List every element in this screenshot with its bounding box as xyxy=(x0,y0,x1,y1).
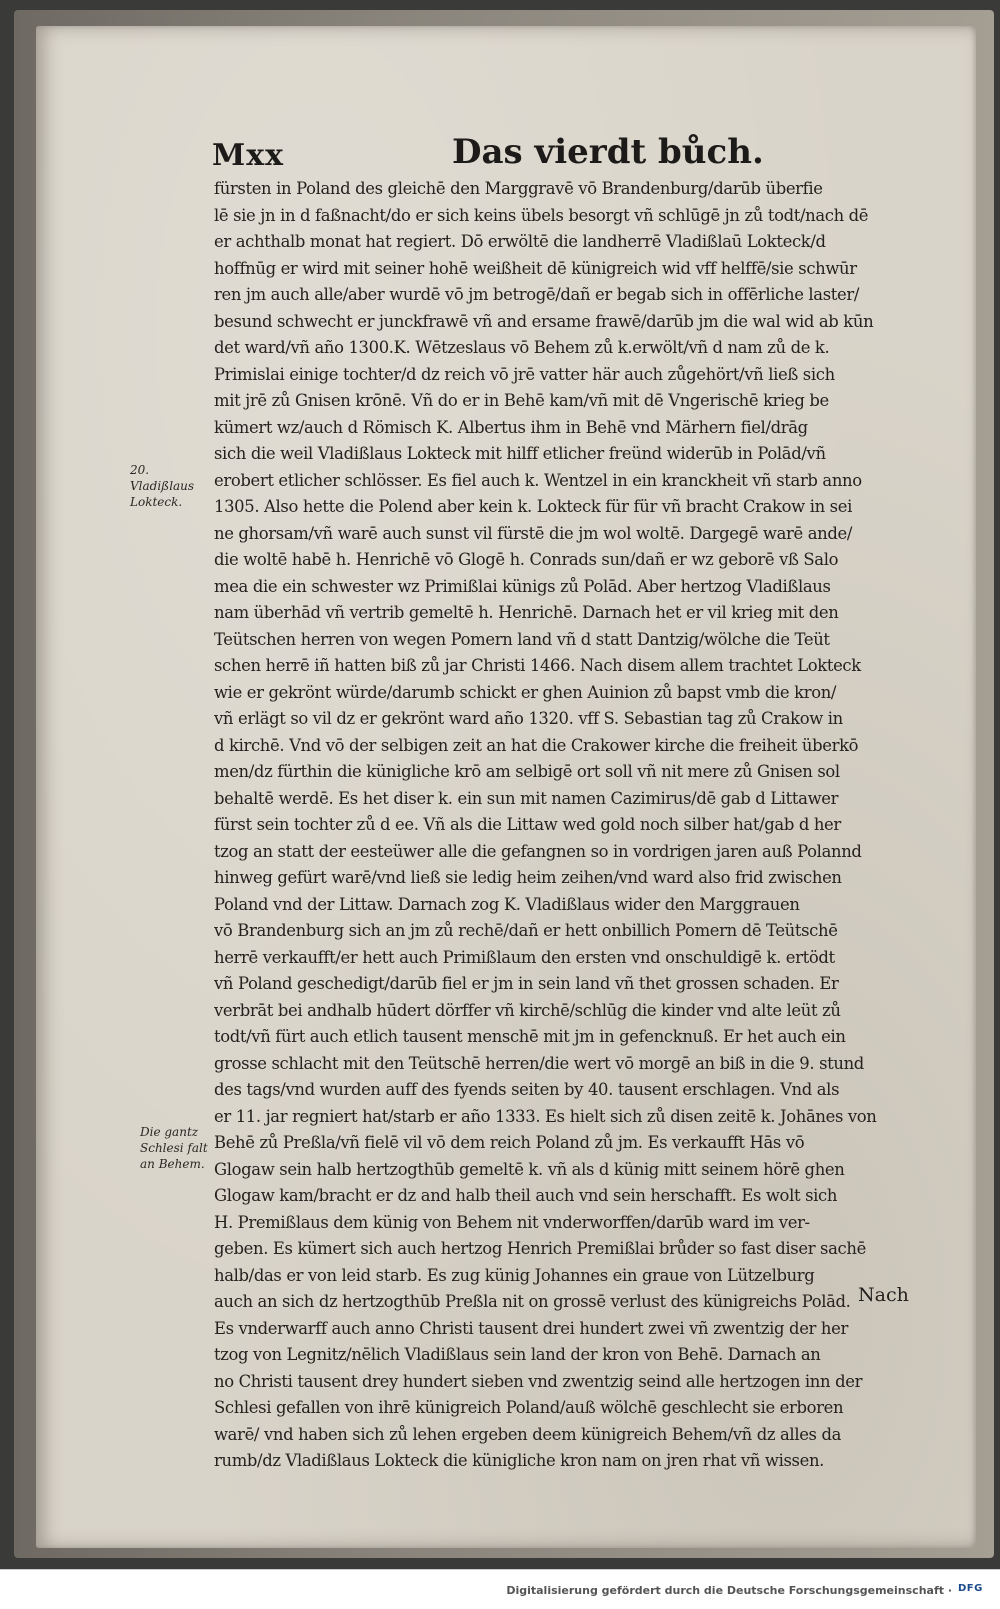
text-line: lē sie jn in d faßnacht/do er sich keins übels besorgt vñ schlūgē jn zů todt/nach dē xyxy=(214,205,869,225)
text-line: mit jrē zů Gnisen krōnē. Vñ do er in Behē kam/vñ mit dē Vngerischē krieg be xyxy=(214,391,829,410)
text-line: Behē zů Preßla/vñ fielē vil vō dem reich Poland zů jm. Es verkaufft Hās vō xyxy=(214,1133,805,1152)
text-line: Glogaw sein halb hertzogthūb gemeltē k. vñ als d künig mitt seinem hörē ghen xyxy=(214,1159,845,1179)
text-line: vñ erlägt so vil dz er gekrönt ward año 1320. vff S. Sebastian tag zů Crakow in xyxy=(214,709,843,728)
text-line: hinweg gefürt warē/vnd ließ sie ledig heim zeihen/vnd ward also frid zwischen xyxy=(214,868,842,887)
text-line: ne ghorsam/vñ warē auch sunst vil fürstē die jm wol woltē. Dargegē warē ande/ xyxy=(214,523,853,543)
text-line: hoffnūg er wird mit seiner hohē weißheit dē künigreich wid vff helffē/sie schwūr xyxy=(214,258,857,278)
text-line: 1305. Also hette die Polend aber kein k. Lokteck für für vñ bracht Crakow in sei xyxy=(214,497,852,516)
footer-bar xyxy=(0,1569,1000,1609)
text-line: det ward/vñ año 1300.K. Wētzeslaus vō Behem zů k.erwölt/vñ d nam zů de k. xyxy=(214,338,830,357)
margin-note-1-line: Vladißlaus xyxy=(130,479,195,493)
text-line: behaltē werdē. Es het diser k. ein sun mit namen Cazimirus/dē gab d Littawer xyxy=(214,788,839,808)
text-line: grosse schlacht mit den Teütschē herren/die wert vō morgē an biß in die 9. stund xyxy=(214,1053,864,1073)
text-line: Es vnderwarff auch anno Christi tausent drei hundert zwei vñ zwentzig der her xyxy=(214,1318,848,1338)
text-line: des tags/vnd wurden auff des fyends seiten by 40. tausent erschlagen. Vnd als xyxy=(214,1080,840,1099)
text-line: er achthalb monat hat regiert. Dō erwöltē die landherrē Vladißlaū Lokteck/d xyxy=(214,232,826,251)
text-line: ren jm auch alle/aber wurdē vō jm betrogē/dañ er begab sich in offērliche laster/ xyxy=(214,285,860,304)
text-line: Teütschen herren von wegen Pomern land vñ d statt Dantzig/wölche die Teüt xyxy=(214,629,830,649)
page-header xyxy=(212,132,902,182)
text-line: geben. Es kümert sich auch hertzog Henrich Premißlai brůder so fast diser sachē xyxy=(214,1239,866,1258)
text-line: er 11. jar regniert hat/starb er año 1333. Es hielt sich zů disen zeitē k. Johānes von xyxy=(214,1106,877,1126)
text-line: fürsten in Poland des gleichē den Marggravē vō Brandenburg/darūb überfie xyxy=(214,179,823,198)
margin-note-2 xyxy=(140,1124,210,1172)
text-line: todt/vñ fürt auch etlich tausent menschē mit jm in gefencknuß. Er het auch ein xyxy=(214,1027,846,1046)
text-line: mea die ein schwester wz Primißlai künigs zů Polād. Aber hertzog Vladißlaus xyxy=(214,576,831,596)
text-line: herrē verkaufft/er hett auch Primißlaum den ersten vnd onschuldigē k. ertödt xyxy=(214,947,835,967)
text-line: besund schwecht er junckfrawē vñ and ersame frawē/darūb jm die wal wid ab kūn xyxy=(214,311,874,331)
text-line: tzog an statt der eesteüwer alle die gefangnen so in vordrigen jaren auß Polannd xyxy=(214,841,862,861)
body-text xyxy=(214,176,910,1475)
text-line: nam überhād vñ vertrib gemeltē h. Henrichē. Darnach het er vil krieg mit den xyxy=(214,603,839,622)
dfg-logo: DFG xyxy=(958,1583,983,1594)
text-line: H. Premißlaus dem künig von Behem nit vnderworffen/darūb ward im ver- xyxy=(214,1212,810,1232)
folio-number: Mxx xyxy=(212,138,284,173)
text-line: Primislai einige tochter/d dz reich vō jrē vatter här auch zůgehört/vñ ließ sich xyxy=(214,364,835,384)
funding-credit: Digitalisierung gefördert durch die Deutsche Forschungsgemeinschaft · xyxy=(506,1584,952,1597)
text-line: Poland vnd der Littaw. Darnach zog K. Vladißlaus wider den Marggrauen xyxy=(214,894,800,914)
margin-note-2-line: Die gantz xyxy=(140,1125,199,1139)
text-line: men/dz fürthin die künigliche krō am selbigē ort soll vñ nit mere zů Gnisen sol xyxy=(214,762,840,781)
margin-note-1-line: 20. xyxy=(130,463,150,477)
text-line: tzog von Legnitz/nēlich Vladißlaus sein land der kron von Behē. Darnach an xyxy=(214,1345,821,1364)
text-line: schen herrē iñ hatten biß zů jar Christi 1466. Nach disem allem trachtet Lokteck xyxy=(214,656,861,675)
text-line: warē/ vnd haben sich zů lehen ergeben deem künigreich Behem/vñ dz alles da xyxy=(214,1424,842,1444)
text-line: fürst sein tochter zů d ee. Vñ als die Littaw wed gold noch silber hat/gab d her xyxy=(214,815,841,834)
text-line: vñ Poland geschedigt/darūb fiel er jm in sein land vñ thet grossen schaden. Er xyxy=(214,974,839,993)
text-line: auch an sich dz hertzogthūb Preßla nit on grossē verlust des künigreichs Polād. xyxy=(214,1292,851,1311)
text-line: die woltē habē h. Henrichē vō Glogē h. Conrads sun/dañ er wz geborē vß Salo xyxy=(214,550,839,569)
margin-note-1-line: Lokteck. xyxy=(130,495,183,509)
text-line: Glogaw kam/bracht er dz and halb theil auch vnd sein herschafft. Es wolt sich xyxy=(214,1186,838,1205)
text-line: verbrāt bei andhalb hūdert dörffer vñ kirchē/schlūg die kinder vnd alte leüt zů xyxy=(214,1000,841,1020)
margin-note-2-line: Schlesi falt xyxy=(140,1141,208,1155)
catchword: Nach xyxy=(858,1284,909,1306)
text-line: erobert etlicher schlösser. Es fiel auch k. Wentzel in ein kranckheit vñ starb anno xyxy=(214,470,862,490)
text-line: sich die weil Vladißlaus Lokteck mit hilff etlicher freünd widerūb in Polād/vñ xyxy=(214,444,826,463)
text-line: rumb/dz Vladißlaus Lokteck die künigliche kron nam on jren rhat vñ wissen. xyxy=(214,1451,825,1470)
text-line: Schlesi gefallen von ihrē künigreich Poland/auß wölchē geschlecht sie erboren xyxy=(214,1398,844,1417)
text-line: halb/das er von leid starb. Es zug künig Johannes ein graue von Lützelburg xyxy=(214,1265,815,1285)
margin-note-2-line: an Behem. xyxy=(140,1157,205,1171)
text-line: kümert wz/auch d Römisch K. Albertus ihm in Behē vnd Märhern fiel/drāg xyxy=(214,417,808,437)
margin-note-1 xyxy=(130,462,200,510)
text-line: no Christi tausent drey hundert sieben vnd zwentzig seind alle hertzogen inn der xyxy=(214,1371,863,1391)
text-line: vō Brandenburg sich an jm zů rechē/dañ er hett onbillich Pomern dē Teütschē xyxy=(214,921,838,940)
text-line: d kirchē. Vnd vō der selbigen zeit an hat die Crakower kirche die freiheit überkō xyxy=(214,735,859,755)
text-line: wie er gekrönt würde/darumb schickt er ghen Auinion zů bapst vmb die kron/ xyxy=(214,682,837,702)
running-title: Das vierdt bůch. xyxy=(452,132,764,172)
